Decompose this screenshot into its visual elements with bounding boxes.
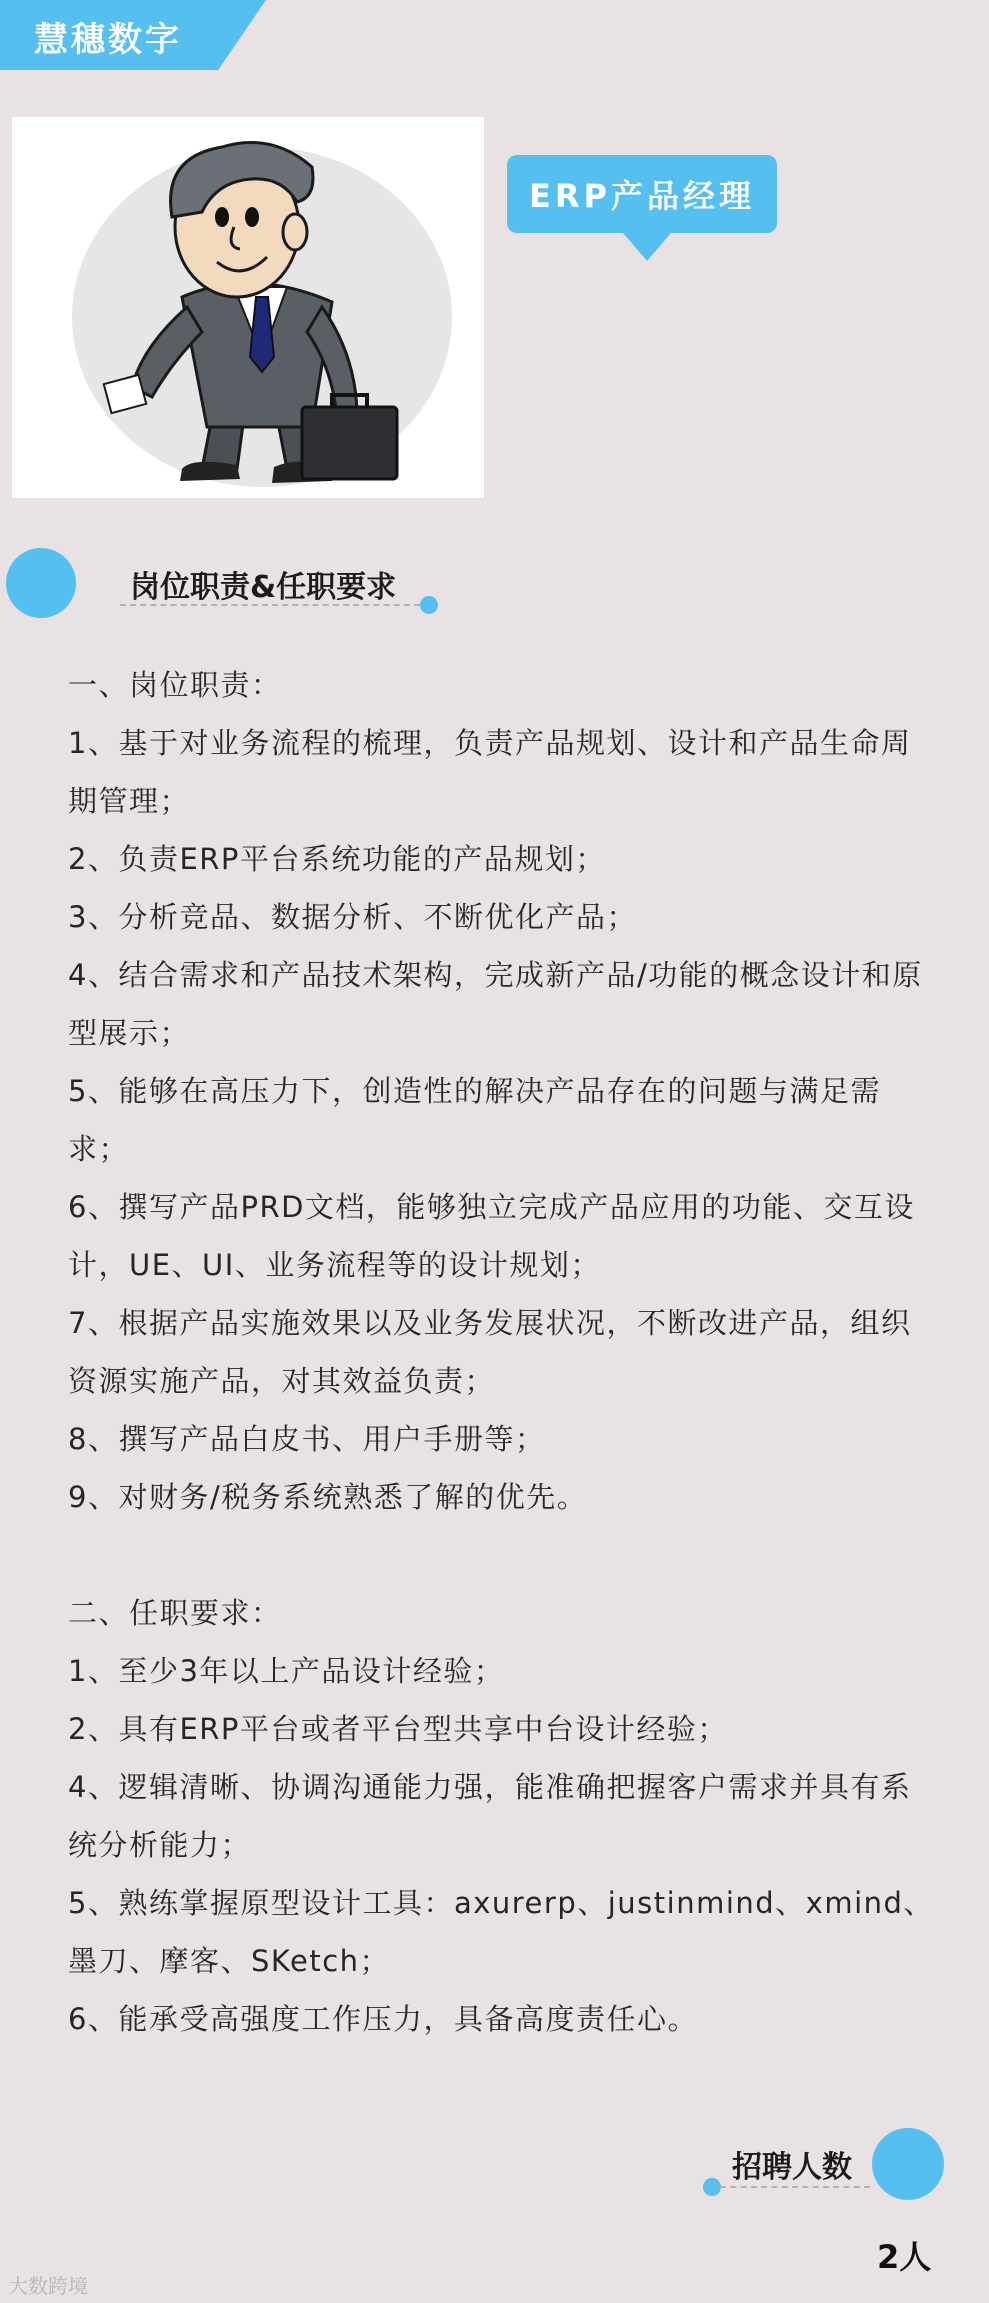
section-heading: 岗位职责&任职要求 xyxy=(130,570,397,605)
responsibility-item: 6、撰写产品PRD文档，能够独立完成产品应用的功能、交互设计，UE、UI、业务流程等的设计规划； xyxy=(68,1190,915,1282)
job-title: ERP产品经理 xyxy=(529,177,755,215)
responsibility-item: 2、负责ERP平台系统功能的产品规划； xyxy=(68,842,606,876)
requirements-heading: 二、任职要求： xyxy=(68,1596,282,1630)
hiring-label: 招聘人数 xyxy=(732,2150,852,2185)
requirement-item: 1、至少3年以上产品设计经验； xyxy=(68,1654,505,1688)
section-divider xyxy=(120,604,420,606)
responsibility-item: 1、基于对业务流程的梳理，负责产品规划、设计和产品生命周期管理； xyxy=(68,726,912,818)
hiring-circle-marker xyxy=(872,2128,944,2200)
responsibilities-heading: 一、岗位职责： xyxy=(68,668,282,702)
hiring-count: 2人 xyxy=(877,2238,932,2276)
businessman-icon xyxy=(12,117,484,498)
hiring-divider-dot xyxy=(703,2178,721,2196)
brand-name: 慧穗数字 xyxy=(34,20,182,60)
requirement-item: 2、具有ERP平台或者平台型共享中台设计经验； xyxy=(68,1712,728,1746)
responsibility-item: 9、对财务/税务系统熟悉了解的优先。 xyxy=(68,1480,588,1514)
responsibility-item: 4、结合需求和产品技术架构，完成新产品/功能的概念设计和原型展示； xyxy=(68,958,923,1050)
spacer xyxy=(68,1526,938,1584)
businessman-illustration xyxy=(12,117,484,498)
responsibility-item: 3、分析竞品、数据分析、不断优化产品； xyxy=(68,900,637,934)
requirement-item: 6、能承受高强度工作压力，具备高度责任心。 xyxy=(68,2002,698,2036)
job-title-bubble xyxy=(507,155,777,233)
requirement-item: 5、熟练掌握原型设计工具：axurerp、justinmind、xmind、墨刀、摩客、SKetch； xyxy=(68,1886,934,1978)
responsibility-item: 5、能够在高压力下，创造性的解决产品存在的问题与满足需求； xyxy=(68,1074,881,1166)
job-description xyxy=(68,656,938,2048)
hiring-divider xyxy=(720,2186,870,2188)
responsibility-item: 8、撰写产品白皮书、用户手册等； xyxy=(68,1422,546,1456)
watermark: 大数跨境 xyxy=(8,2274,88,2298)
requirement-item: 4、逻辑清晰、协调沟通能力强，能准确把握客户需求并具有系统分析能力； xyxy=(68,1770,912,1862)
section-circle-marker xyxy=(6,548,76,618)
section-divider-dot xyxy=(420,596,438,614)
responsibility-item: 7、根据产品实施效果以及业务发展状况，不断改进产品，组织资源实施产品，对其效益负责； xyxy=(68,1306,912,1398)
